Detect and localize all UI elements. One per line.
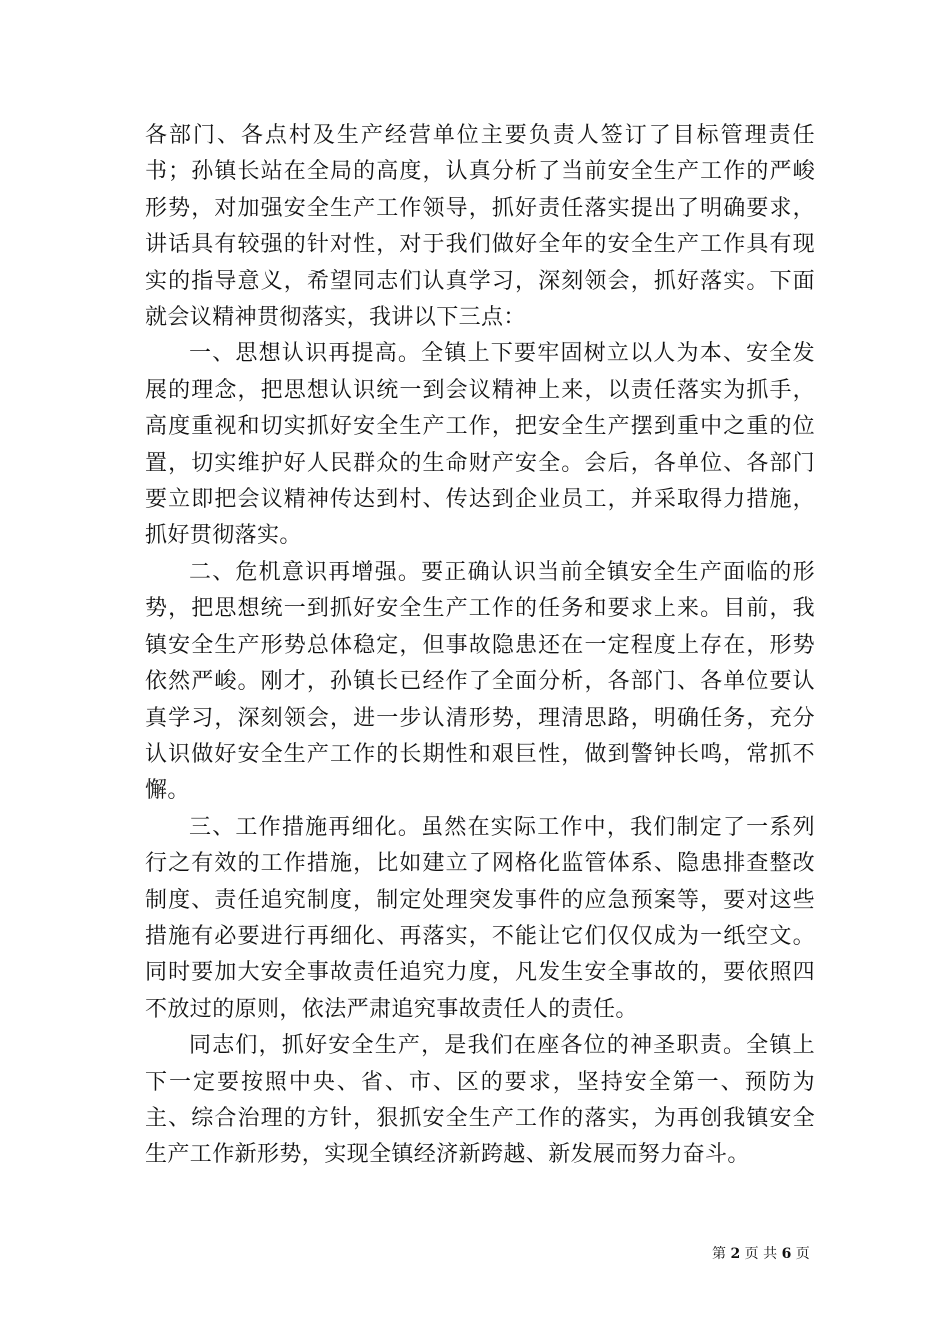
paragraph-point-two: 二、危机意识再增强。要正确认识当前全镇安全生产面临的形势，把思想统一到抓好安全生产工作的任务和要求上来。目前，我镇安全生产形势总体稳定，但事故隐患还在一定程度上存在，形势依然严峻。刚才，孙镇长已经作了全面分析，各部门、各单位要认真学习，深刻领会，进一步认清形势，理清思路，明确任务，充分认识做好安全生产工作的长期性和艰巨性，做到警钟长鸣，常抓不懈。 [145,559,815,804]
footer-prefix: 第 [712,1246,726,1262]
paragraph-intro: 各部门、各点村及生产经营单位主要负责人签订了目标管理责任书；孙镇长站在全局的高度，认真分析了当前安全生产工作的严峻形势，对加强安全生产工作领导，抓好责任落实提出了明确要求，讲话具有较强的针对性，对于我们做好全年的安全生产工作具有现实的指导意义，希望同志们认真学习，深刻领会，抓好落实。下面就会议精神贯彻落实，我讲以下三点： [145,123,815,331]
footer-middle: 页 共 [744,1246,778,1262]
body-text [145,118,815,1174]
paragraph-point-one: 一、思想认识再提高。全镇上下要牢固树立以人为本、安全发展的理念，把思想认识统一到会议精神上来，以责任落实为抓手，高度重视和切实抓好安全生产工作，把安全生产摆到重中之重的位置，切实维护好人民群众的生命财产安全。会后，各单位、各部门要立即把会议精神传达到村、传达到企业员工，并采取得力措施，抓好贯彻落实。 [145,341,815,549]
total-pages-number: 6 [781,1246,792,1262]
paragraph-closing: 同志们，抓好安全生产，是我们在座各位的神圣职责。全镇上下一定要按照中央、省、市、区的要求，坚持安全第一、预防为主、综合治理的方针，狠抓安全生产工作的落实，为再创我镇安全生产工作新形势，实现全镇经济新跨越、新发展而努力奋斗。 [145,1033,815,1168]
footer-suffix: 页 [795,1246,810,1262]
current-page-number: 2 [730,1246,741,1262]
page-footer [712,1243,810,1263]
paragraph-point-three: 三、工作措施再细化。虽然在实际工作中，我们制定了一系列行之有效的工作措施，比如建立了网格化监管体系、隐患排查整改制度、责任追究制度，制定处理突发事件的应急预案等，要对这些措施有必要进行再细化、再落实，不能让它们仅仅成为一纸空文。同时要加大安全事故责任追究力度，凡发生安全事故的，要依照四不放过的原则，依法严肃追究事故责任人的责任。 [145,814,815,1022]
